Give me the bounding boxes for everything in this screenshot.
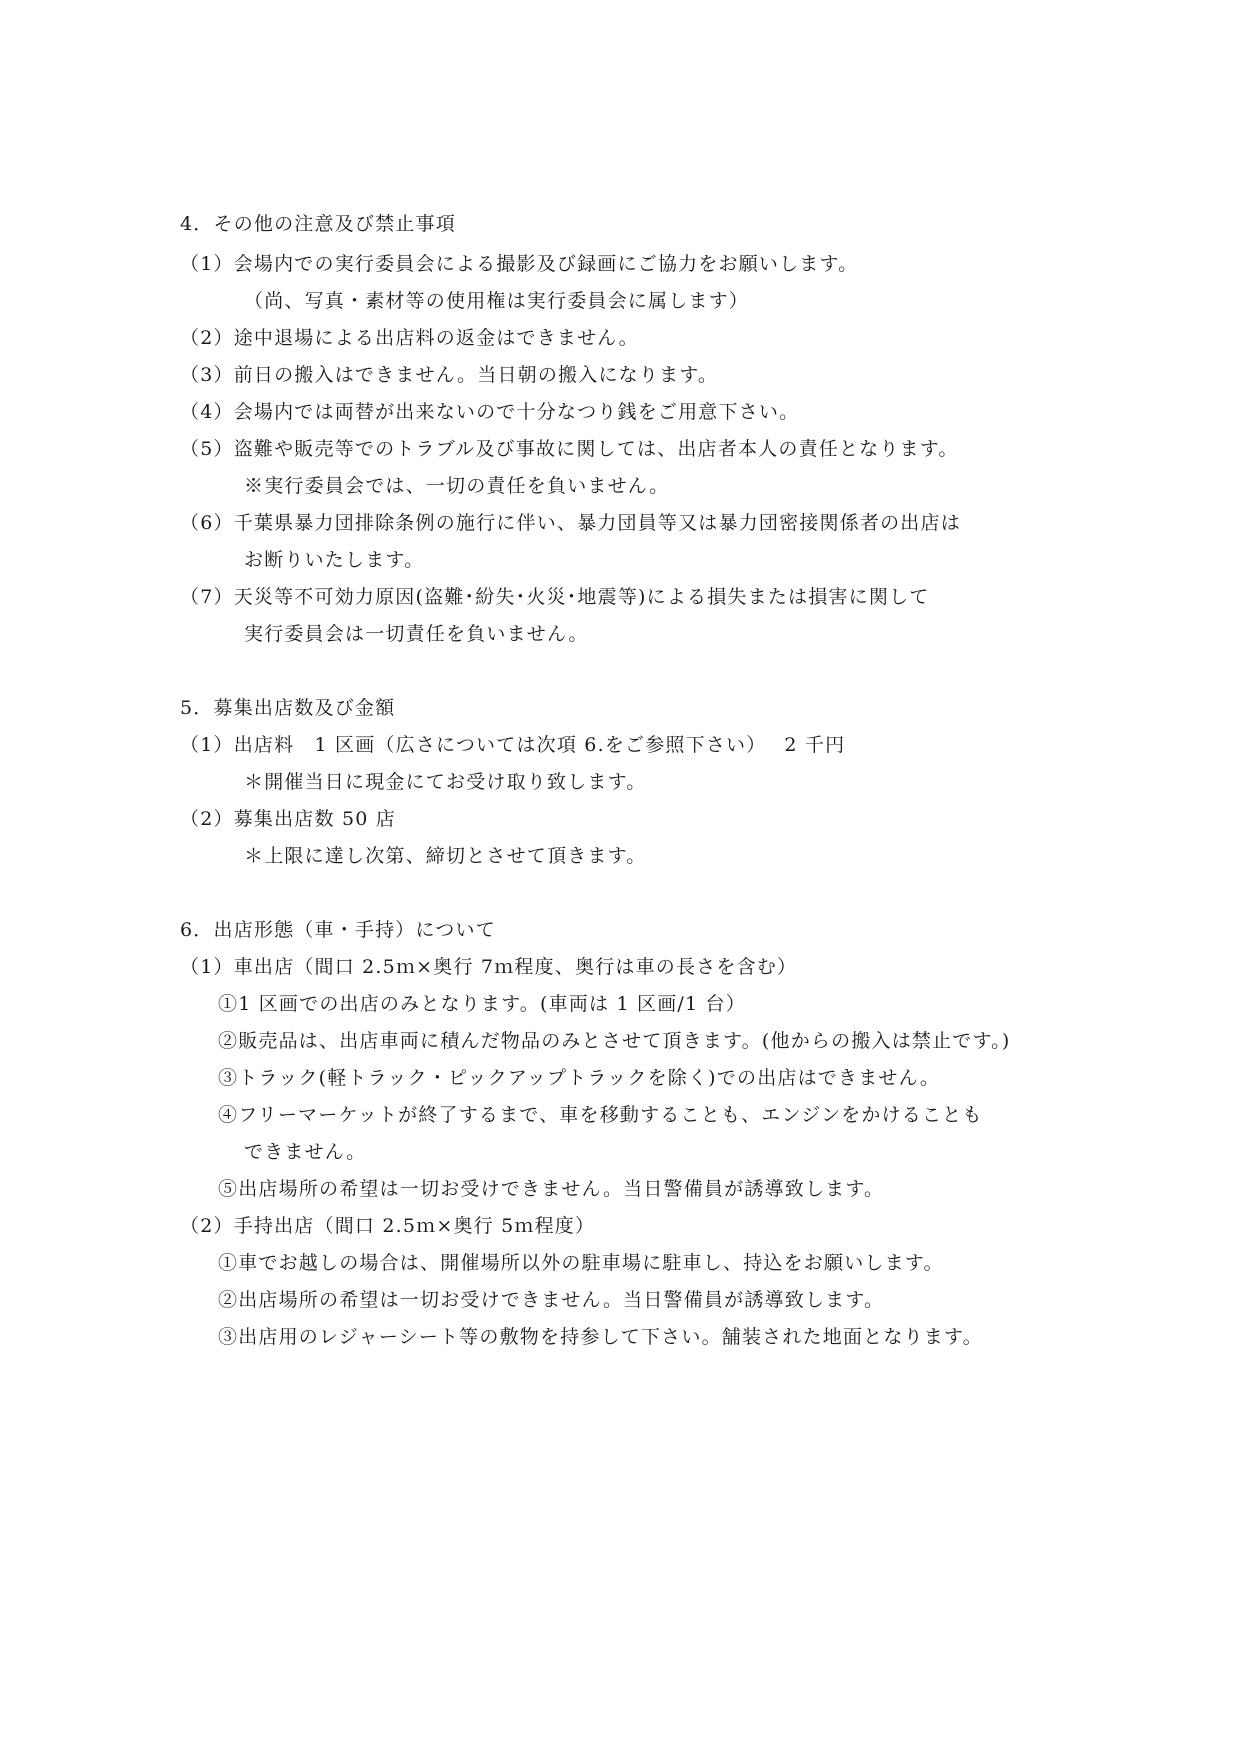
section-4-item-7-cont: 実行委員会は一切責任を負いません。: [244, 623, 589, 645]
section-4-item-7: [180, 585, 929, 609]
section-5-item-2-note: ＊上限に達し次第、締切とさせて頂きます。: [244, 845, 647, 867]
item-text: 前日の搬入はできません。当日朝の搬入になります。: [233, 364, 719, 386]
section-4-item-1: [180, 252, 858, 276]
item-number: （7）: [180, 586, 234, 608]
item-text: 途中退場による出店料の返金はできません。: [233, 327, 639, 349]
item-number: （2）: [180, 808, 234, 830]
item-text: 天災等不可効力原因(盗難･紛失･火災･地震等)による損失または損害に関して: [233, 586, 930, 608]
section-6-item-2: [180, 1214, 595, 1238]
section-5-heading: 5．募集出店数及び金額: [180, 697, 396, 719]
section-4-item-2: [180, 326, 639, 350]
hand-rule-1: ①車でお越しの場合は、開催場所以外の駐車場に駐車し、持込をお願いします。: [218, 1252, 944, 1274]
item-number: （2）: [180, 327, 234, 349]
car-rule-5: ⑤出店場所の希望は一切お受けできません。当日警備員が誘導致します。: [218, 1178, 885, 1200]
section-6-heading: 6．出店形態（車・手持）について: [180, 919, 496, 941]
section-4-item-5-cont: ※実行委員会では、一切の責任を負いません。: [244, 475, 670, 497]
item-text: 会場内での実行委員会による撮影及び録画にご協力をお願いします。: [233, 253, 859, 275]
item-text: 出店料 1 区画（広さについては次項 6.をご参照下さい） 2 千円: [233, 734, 846, 756]
car-rule-4: ④フリーマーケットが終了するまで、車を移動することも、エンジンをかけることも: [218, 1104, 983, 1126]
section-6-item-1: [180, 955, 797, 979]
item-number: （4）: [180, 401, 234, 423]
section-5-item-1: [180, 733, 845, 757]
item-text: 盗難や販売等でのトラブル及び事故に関しては、出店者本人の責任となります。: [233, 438, 959, 460]
section-4-item-6-cont: お断りいたします。: [244, 549, 425, 571]
item-number: （1）: [180, 253, 234, 275]
item-number: （6）: [180, 512, 234, 534]
hand-rule-2: ②出店場所の希望は一切お受けできません。当日警備員が誘導致します。: [218, 1289, 885, 1311]
section-4-item-6: [180, 511, 961, 535]
item-text: 会場内では両替が出来ないので十分なつり銭をご用意下さい。: [233, 401, 800, 423]
item-text: 募集出店数 50 店: [233, 808, 396, 830]
hand-rule-3: ③出店用のレジャーシート等の敷物を持参して下さい。舗装された地面となります。: [218, 1326, 983, 1348]
item-text: 車出店（間口 2.5ｍ×奥行 7ｍ程度、奥行は車の長さを含む）: [233, 956, 798, 978]
section-4-heading: 4．その他の注意及び禁止事項: [180, 213, 456, 235]
section-5-item-1-note: ＊開催当日に現金にてお受け取り致します。: [244, 771, 647, 793]
section-4-item-4: [180, 400, 799, 424]
car-rule-4-cont: できません。: [244, 1141, 367, 1163]
item-text: 手持出店（間口 2.5ｍ×奥行 5ｍ程度）: [233, 1215, 596, 1237]
item-number: （1）: [180, 956, 234, 978]
section-4-item-5: [180, 437, 959, 461]
car-rule-1: ①1 区画での出店のみとなります。(車両は 1 区画/1 台）: [218, 993, 746, 1015]
section-4-item-1-cont: （尚、写真・素材等の使用権は実行委員会に属します）: [244, 290, 750, 312]
section-4-item-3: [180, 363, 718, 387]
item-number: （1）: [180, 734, 234, 756]
car-rule-3: ③トラック(軽トラック・ピックアップトラックを除く)での出店はできません。: [218, 1067, 941, 1089]
section-5-item-2: [180, 807, 396, 831]
item-number: （3）: [180, 364, 234, 386]
item-number: （5）: [180, 438, 234, 460]
car-rule-2: ②販売品は、出店車両に積んだ物品のみとさせて頂きます。(他からの搬入は禁止です。): [218, 1030, 1011, 1052]
item-text: 千葉県暴力団排除条例の施行に伴い、暴力団員等又は暴力団密接関係者の出店は: [233, 512, 961, 534]
item-number: （2）: [180, 1215, 234, 1237]
